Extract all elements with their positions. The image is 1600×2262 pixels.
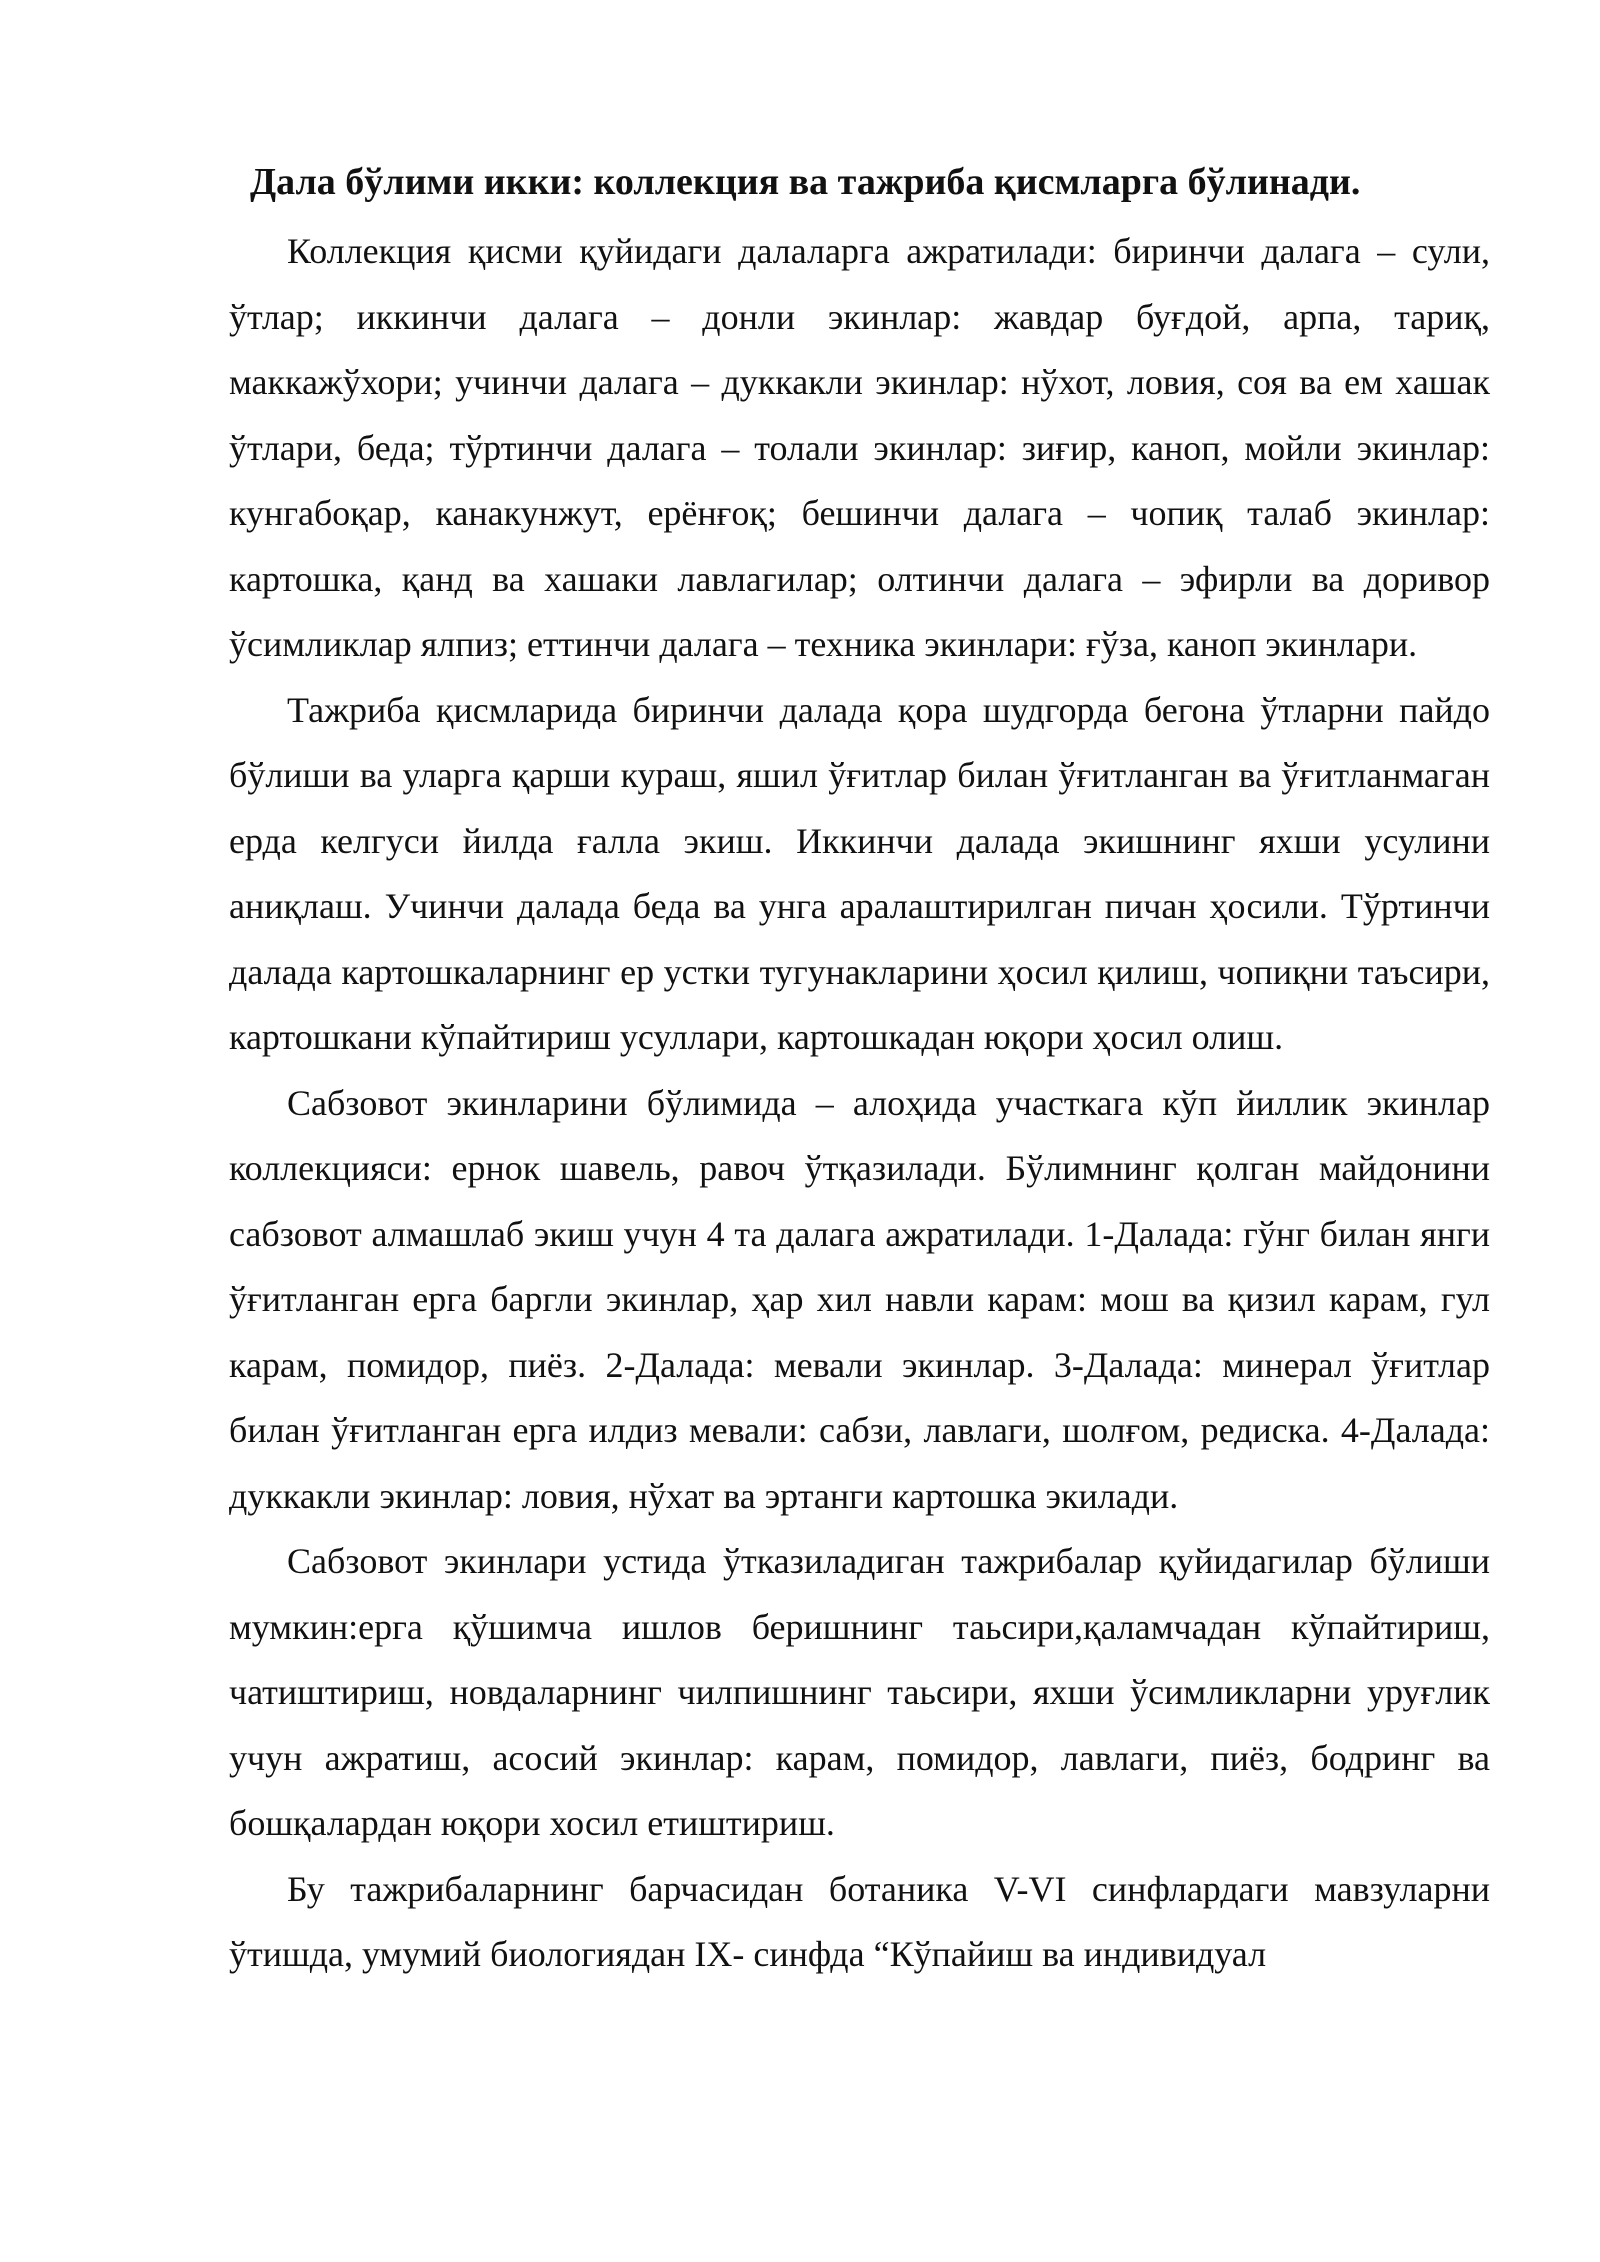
body-text (229, 219, 1490, 1988)
paragraph-experiments: Тажриба қисмларида биринчи далада қора шудгорда бегона ўтларни пайдо бўлиши ва уларга қарши кураш, яшил ўғитлар билан ўғитланган ва ўғитланмаган ерда келгуси йилда ғалла экиш. Иккинчи далада экишнинг яхши усулини аниқлаш. Учинчи далада беда ва унга аралаштирилган пичан ҳосили. Тўртинчи далада картошкаларнинг ер устки тугунакларини ҳосил қилиш, чопиқни таъсири, картошкани кўпайтириш усуллари, картошкадан юқори ҳосил олиш. (229, 689, 1490, 1057)
paragraph-vegetable-experiments: Сабзовот экинлари устида ўтказиладиган тажрибалар қуйидагилар бўлиши мумкин:ерга қўшимча ишлов беришнинг таьсири,қаламчадан кўпайтириш, чатиштириш, новдаларнинг чилпишнинг таьсири, яхши ўсимликларни уруғлик учун ажратиш, асосий экинлар: карам, помидор, лавлаги, пиёз, бодринг ва бошқалардан юқори хосил етиштириш. (229, 1541, 1490, 1843)
paragraph-collection: Коллекция қисми қуйидаги далаларга ажратилади: биринчи далага – сули, ўтлар; иккинчи далага – донли экинлар: жавдар буғдой, арпа, тариқ, маккажўхори; учинчи далага – дуккакли экинлар: нўхот, ловия, соя ва ем хашак ўтлари, беда; тўртинчи далага – толали экинлар: зиғир, каноп, мойли экинлар: кунгабоқар, канакунжут, ерёнғоқ; бешинчи далага – чопиқ талаб экинлар: картошка, қанд ва хашаки лавлагилар; олтинчи далага – эфирли ва доривор ўсимликлар ялпиз; еттинчи далага – техника экинлари: ғўза, каноп экинлари. (229, 231, 1490, 664)
paragraph-school-use: Бу тажрибаларнинг барчасидан ботаника V-VI синфлардаги мавзуларни ўтишда, умумий биологиядан IX- синфда “Кўпайиш ва индивидуал (229, 1868, 1490, 1974)
paragraph-vegetables: Сабзовот экинларини бўлимида – алоҳида участкага кўп йиллик экинлар коллекцияси: ернок шавель, равоч ўтқазилади. Бўлимнинг қолган майдонини сабзовот алмашлаб экиш учун 4 та далага ажратилади. 1-Далада: гўнг билан янги ўғитланган ерга баргли экинлар, ҳар хил навли карам: мош ва қизил карам, гул карам, помидор, пиёз. 2-Далада: мевали экинлар. 3-Далада: минерал ўғитлар билан ўғитланган ерга илдиз мевали: сабзи, лавлаги, шолғом, редиска. 4-Далада: дуккакли экинлар: ловия, нўхат ва эртанги картошка экилади. (229, 1082, 1490, 1516)
section-heading: Дала бўлими икки: коллекция ва тажриба қисмларга бўлинади. (250, 161, 1361, 203)
